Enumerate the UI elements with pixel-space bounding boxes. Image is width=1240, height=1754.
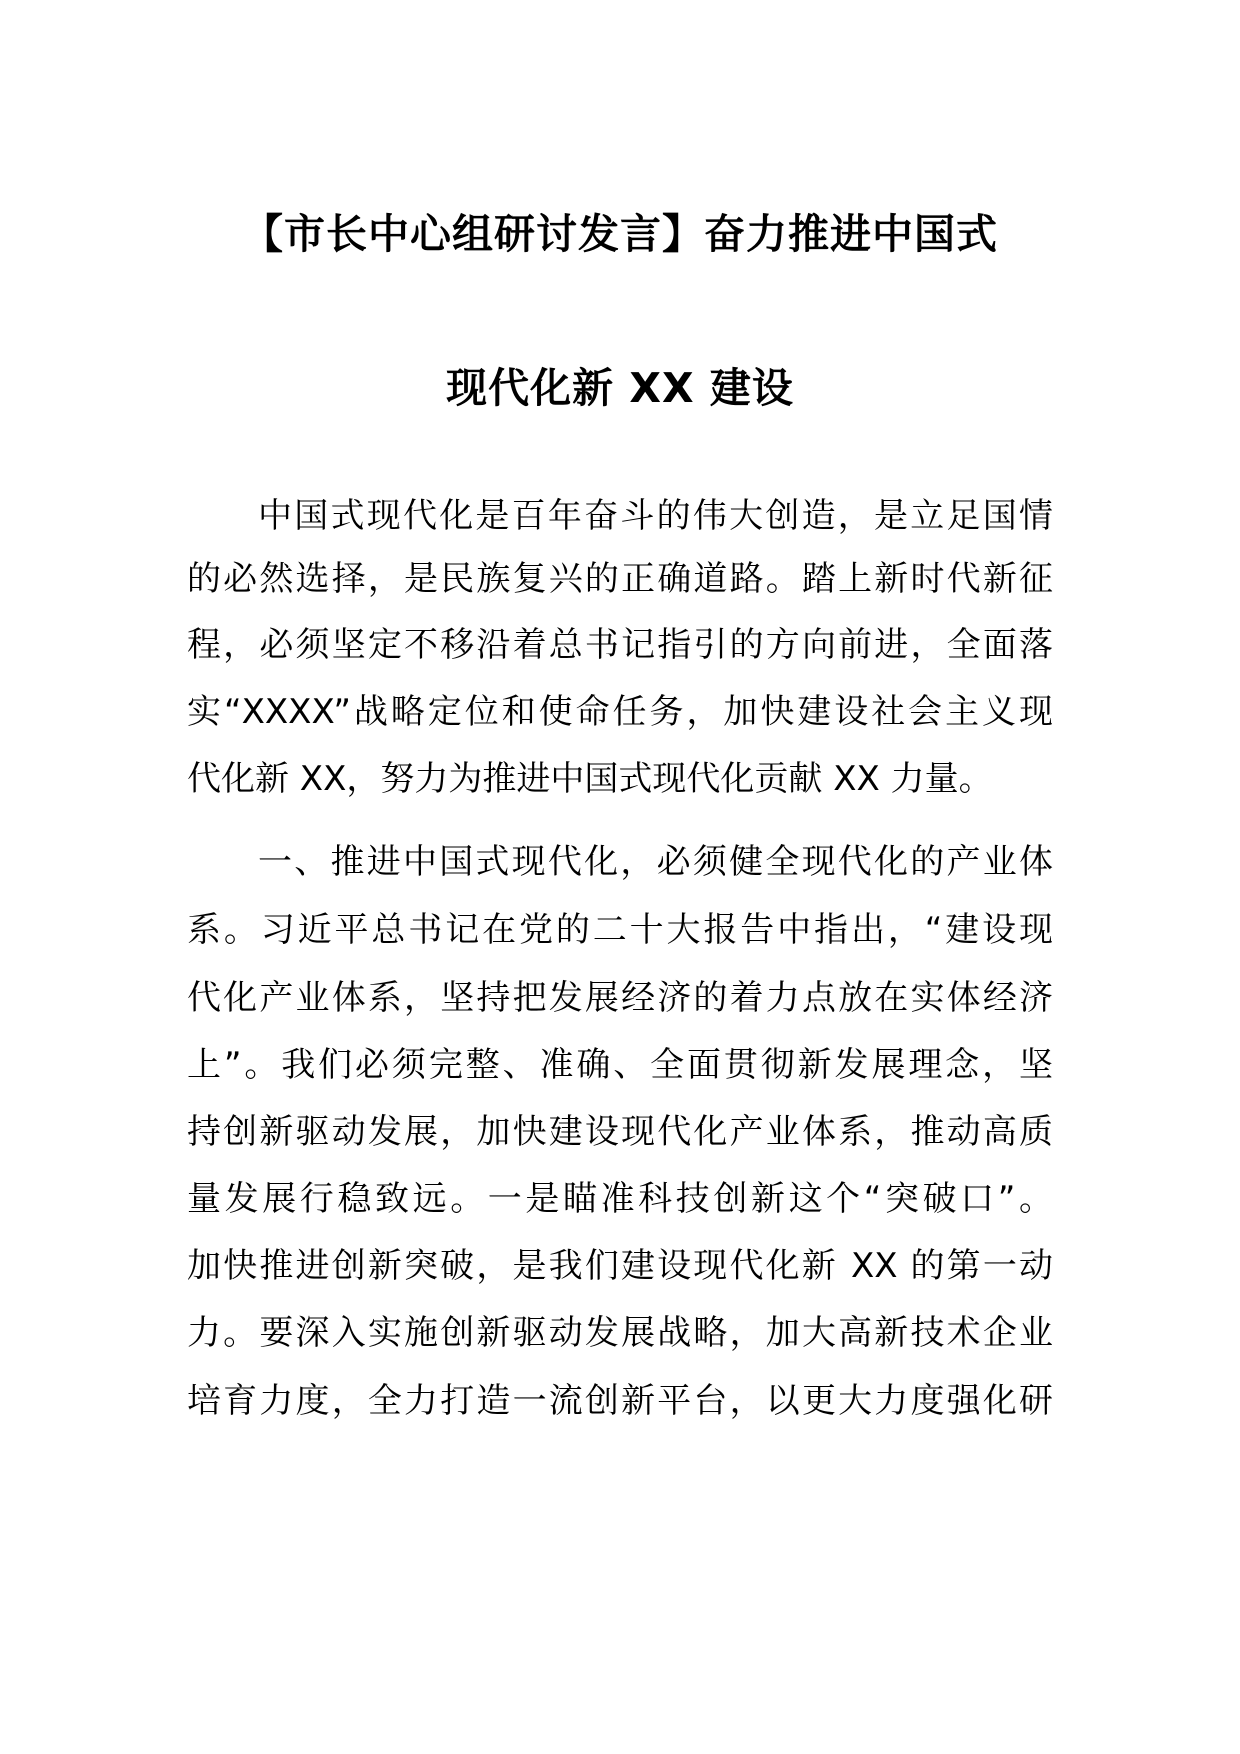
paragraph-2-line-4: 上”。我们必须完整、准确、全面贯彻新发展理念，坚: [187, 1045, 1053, 1085]
paragraph-2-line-7: 加快推进创新突破，是我们建设现代化新 XX 的第一动: [187, 1246, 1053, 1286]
paragraph-2-line-1: 一、推进中国式现代化，必须健全现代化的产业体: [258, 842, 1053, 882]
paragraph-2-line-8: 力。要深入实施创新驱动发展战略，加大高新技术企业: [187, 1313, 1053, 1353]
paragraph-1-line-3: 程，必须坚定不移沿着总书记指引的方向前进，全面落: [187, 625, 1053, 665]
paragraph-2-line-9: 培育力度，全力打造一流创新平台，以更大力度强化研: [187, 1381, 1053, 1421]
paragraph-2-line-5: 持创新驱动发展，加快建设现代化产业体系，推动高质: [187, 1112, 1053, 1152]
paragraph-1-line-2: 的必然选择，是民族复兴的正确道路。踏上新时代新征: [187, 559, 1053, 599]
paragraph-2-line-2: 系。习近平总书记在党的二十大报告中指出，“建设现: [187, 910, 1053, 950]
paragraph-1-line-5: 代化新 XX，努力为推进中国式现代化贡献 XX 力量。: [187, 759, 993, 799]
paragraph-1-line-4: 实“XXXX”战略定位和使命任务，加快建设社会主义现: [187, 692, 1053, 732]
paragraph-2-line-6: 量发展行稳致远。一是瞄准科技创新这个“突破口”。: [187, 1179, 1053, 1219]
paragraph-2-line-3: 代化产业体系，坚持把发展经济的着力点放在实体经济: [187, 978, 1053, 1018]
paragraph-1-line-1: 中国式现代化是百年奋斗的伟大创造，是立足国情: [258, 496, 1053, 536]
document-title-line-1: 【市长中心组研讨发言】奋力推进中国式: [242, 210, 998, 258]
document-title-line-2: 现代化新 XX 建设: [446, 364, 794, 412]
